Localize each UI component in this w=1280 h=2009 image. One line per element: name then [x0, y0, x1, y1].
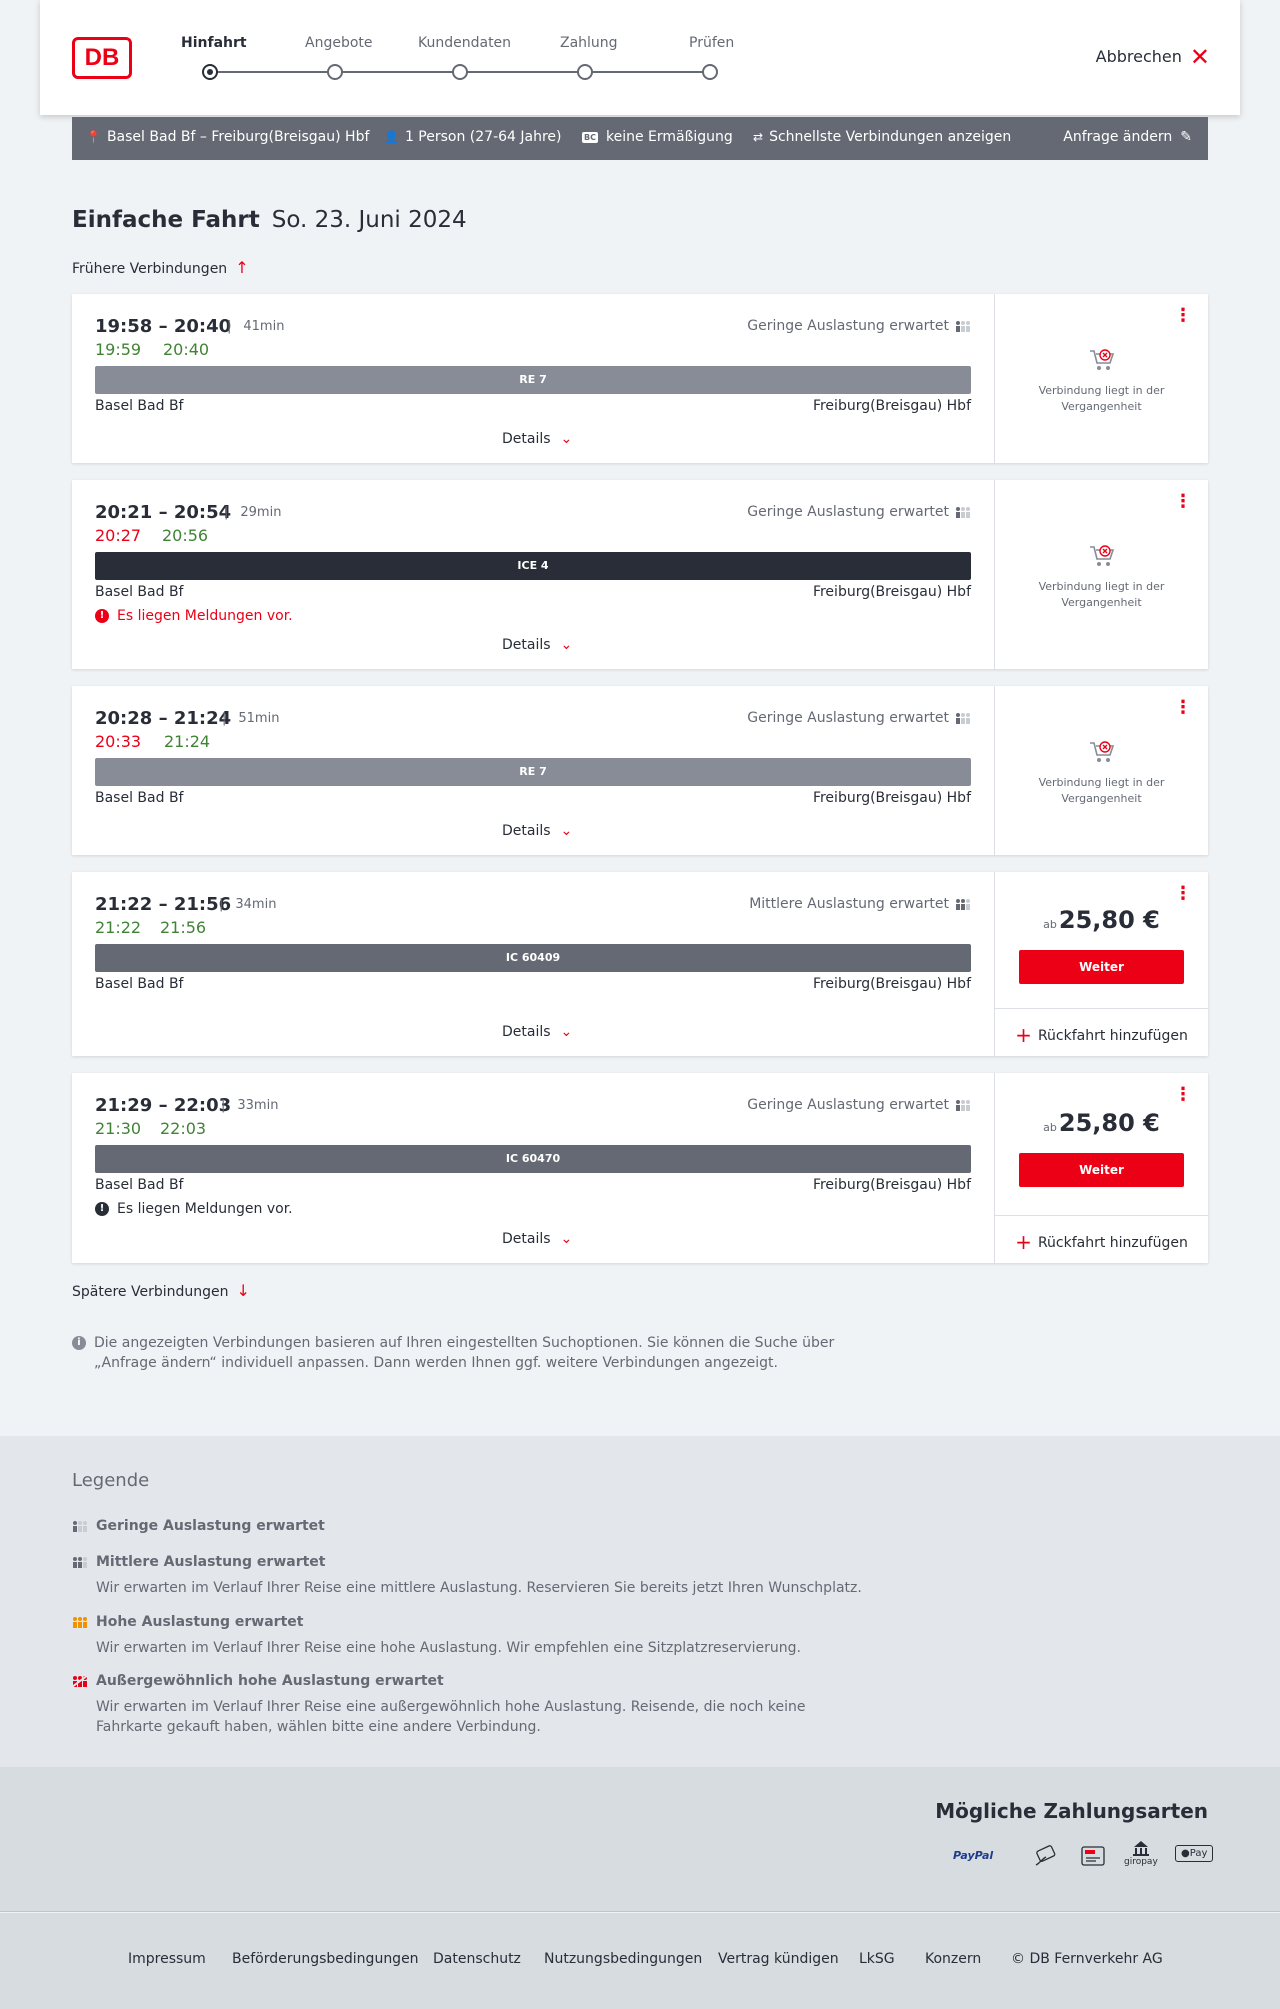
cancel-label: Abbrechen — [1095, 47, 1182, 66]
more-options-icon[interactable]: ⋮ — [1174, 883, 1192, 904]
plus-icon: + — [1015, 1230, 1032, 1254]
occupancy-exceptional-icon — [72, 1674, 88, 1688]
alert-icon: ! — [95, 609, 109, 623]
duration: | 51min — [222, 711, 279, 726]
arrow-down-icon: ↓ — [236, 1281, 250, 1300]
realtime-departure: 20:33 — [95, 732, 142, 751]
legend-item-text: Wir erwarten im Verlauf Ihrer Reise eine hohe Auslastung. Wir empfehlen eine Sitzplatzreservierung. — [96, 1640, 801, 1656]
duration: | 41min — [227, 319, 284, 334]
realtime-arrival: 20:40 — [163, 340, 210, 359]
close-icon: ✕ — [1189, 42, 1210, 71]
add-return-label: Rückfahrt hinzufügen — [1037, 1028, 1188, 1044]
discount-text: keine Ermäßigung — [605, 129, 733, 145]
occupancy-low-icon — [955, 712, 971, 724]
payment-title: Mögliche Zahlungsarten — [935, 1799, 1208, 1823]
connection-info — [72, 294, 994, 463]
realtime-arrival: 21:56 — [160, 918, 207, 937]
arrival-station: Freiburg(Breisgau) Hbf — [812, 790, 971, 806]
chevron-down-icon: ⌄ — [560, 823, 573, 839]
planned-times: 19:58 – 20:40 — [95, 316, 232, 337]
details-toggle[interactable] — [502, 637, 572, 653]
footer-link-vertrag-kuendigen[interactable]: Vertrag kündigen — [718, 1951, 839, 1967]
connection-card — [72, 294, 1208, 463]
train-bar[interactable]: ICE 4 — [95, 552, 971, 580]
departure-station: Basel Bad Bf — [95, 398, 184, 414]
details-toggle[interactable] — [502, 1024, 572, 1040]
change-request-label: Anfrage ändern — [1063, 129, 1173, 145]
paypal-icon: PayPal — [953, 1849, 994, 1862]
earlier-connections-label: Frühere Verbindungen — [72, 261, 228, 277]
occupancy-medium-icon — [72, 1555, 88, 1569]
occupancy-label: Geringe Auslastung erwartet — [747, 504, 949, 520]
details-toggle[interactable] — [502, 431, 572, 447]
legend-item-text: Wir erwarten im Verlauf Ihrer Reise eine außergewöhnlich hohe Auslastung. Reisende, die noch keine Fahrkarte gekauft haben, wählen bitte eine andere Verbindung. — [96, 1699, 806, 1735]
passenger-text: 1 Person (27-64 Jahre) — [404, 129, 562, 145]
step-zahlung: Zahlung — [560, 35, 618, 51]
footer-link-befoerderungsbedingungen[interactable]: Beförderungsbedingungen — [232, 1951, 419, 1967]
arrival-station: Freiburg(Breisgau) Hbf — [812, 584, 971, 600]
footer-link-konzern[interactable]: Konzern — [925, 1951, 982, 1967]
service-message — [95, 608, 293, 624]
step-dot-pruefen — [702, 64, 718, 80]
train-bar[interactable]: RE 7 — [95, 758, 971, 786]
swap-arrows-icon: ⇄ — [753, 130, 764, 144]
occupancy — [747, 1097, 971, 1113]
booking-header — [40, 0, 1240, 115]
giropay-icon: giropay — [1124, 1839, 1158, 1867]
connection-card — [72, 1073, 1208, 1263]
occupancy — [747, 318, 971, 334]
connection-card — [72, 686, 1208, 855]
occupancy-label: Geringe Auslastung erwartet — [747, 1097, 949, 1113]
earlier-connections-link[interactable] — [72, 258, 249, 277]
planned-times: 20:28 – 21:24 — [95, 708, 232, 729]
details-label: Details — [502, 823, 551, 839]
apple-pay-icon: ●Pay — [1175, 1845, 1213, 1862]
occupancy — [749, 896, 971, 912]
service-message-text: Es liegen Meldungen vor. — [117, 1201, 293, 1217]
cancel-button[interactable] — [1095, 42, 1210, 71]
chevron-down-icon: ⌄ — [560, 1231, 573, 1247]
add-return-button[interactable] — [995, 1008, 1208, 1056]
cart-unavailable-icon — [1088, 543, 1116, 569]
realtime-departure: 20:27 — [95, 526, 142, 545]
more-options-icon[interactable]: ⋮ — [1174, 1084, 1192, 1105]
more-options-icon[interactable]: ⋮ — [1174, 491, 1192, 512]
page-title — [72, 207, 467, 233]
price — [995, 906, 1208, 934]
price-value: 25,80 € — [1058, 906, 1160, 934]
occupancy-low-icon — [955, 320, 971, 332]
pencil-icon: ✎ — [1180, 129, 1192, 145]
more-options-icon[interactable]: ⋮ — [1174, 697, 1192, 718]
price-value: 25,80 € — [1058, 1109, 1160, 1137]
train-bar[interactable]: IC 60470 — [95, 1145, 971, 1173]
realtime-departure: 19:59 — [95, 340, 142, 359]
credit-card-icon — [1033, 1845, 1059, 1867]
route-summary — [86, 129, 369, 145]
connection-card — [72, 872, 1208, 1056]
arrow-up-icon: ↑ — [235, 258, 249, 277]
past-connection-notice — [995, 543, 1208, 611]
footer-link-datenschutz[interactable]: Datenschutz — [433, 1951, 521, 1967]
past-connection-text: Verbindung liegt in der Vergangenheit — [1038, 384, 1165, 413]
service-message-text: Es liegen Meldungen vor. — [117, 608, 293, 624]
add-return-button[interactable] — [995, 1215, 1208, 1263]
past-connection-text: Verbindung liegt in der Vergangenheit — [1038, 776, 1165, 805]
details-toggle[interactable] — [502, 823, 572, 839]
route-text: Basel Bad Bf – Freiburg(Breisgau) Hbf — [106, 129, 370, 145]
info-text: Die angezeigten Verbindungen basieren auf Ihren eingestellten Suchoptionen. Sie können die Suche über „Anfrage ändern“ individuell anpassen. Dann werden Ihnen ggf. weitere Verbindungen angezeigt. — [94, 1335, 835, 1371]
duration: | 33min — [221, 1098, 278, 1113]
occupancy-legend — [0, 1436, 1280, 1767]
change-request-button[interactable] — [1063, 129, 1192, 145]
realtime-departure: 21:30 — [95, 1119, 142, 1138]
later-connections-label: Spätere Verbindungen — [72, 1284, 229, 1300]
details-label: Details — [502, 1024, 551, 1040]
past-connection-notice — [995, 347, 1208, 415]
legend-item-title: Mittlere Auslastung erwartet — [96, 1554, 326, 1570]
planned-times: 21:22 – 21:56 — [95, 894, 232, 915]
add-return-label: Rückfahrt hinzufügen — [1037, 1235, 1188, 1251]
duration: | 29min — [224, 505, 281, 520]
cart-unavailable-icon — [1088, 347, 1116, 373]
realtime-arrival: 22:03 — [160, 1119, 207, 1138]
realtime-arrival: 20:56 — [162, 526, 209, 545]
db-logo[interactable] — [72, 37, 132, 79]
planned-times: 21:29 – 22:03 — [95, 1095, 232, 1116]
past-connection-notice — [995, 739, 1208, 807]
price-prefix: ab — [1043, 918, 1057, 931]
departure-station: Basel Bad Bf — [95, 976, 184, 992]
footer-copyright: © DB Fernverkehr AG — [1011, 1951, 1163, 1967]
occupancy-label: Mittlere Auslastung erwartet — [749, 896, 949, 912]
footer — [0, 1913, 1280, 2009]
connection-info — [72, 480, 994, 669]
offer-panel — [994, 686, 1208, 855]
info-icon: i — [72, 1336, 86, 1350]
cart-unavailable-icon — [1088, 739, 1116, 765]
connection-card — [72, 480, 1208, 669]
occupancy-medium-icon — [955, 898, 971, 910]
passenger-summary — [384, 129, 562, 145]
offer-panel — [994, 872, 1208, 1056]
legend-item-title: Außergewöhnlich hohe Auslastung erwartet — [96, 1673, 444, 1689]
offer-panel — [994, 480, 1208, 669]
step-dot-hinfahrt — [202, 64, 218, 80]
occupancy — [747, 504, 971, 520]
legend-item-title: Hohe Auslastung erwartet — [96, 1614, 304, 1630]
footer-link-nutzungsbedingungen[interactable]: Nutzungsbedingungen — [544, 1951, 703, 1967]
chevron-down-icon: ⌄ — [560, 431, 573, 447]
step-kundendaten: Kundendaten — [418, 35, 512, 51]
person-icon: 👤 — [384, 130, 399, 144]
arrival-station: Freiburg(Breisgau) Hbf — [812, 976, 971, 992]
legend-item-title: Geringe Auslastung erwartet — [96, 1518, 325, 1534]
option-summary — [753, 129, 1011, 145]
details-label: Details — [502, 1231, 551, 1247]
footer-link-impressum[interactable]: Impressum — [128, 1951, 206, 1967]
occupancy-label: Geringe Auslastung erwartet — [747, 710, 949, 726]
planned-times: 20:21 – 20:54 — [95, 502, 232, 523]
chevron-down-icon: ⌄ — [560, 637, 573, 653]
train-bar[interactable]: IC 60409 — [95, 944, 971, 972]
location-pin-icon: 📍 — [86, 130, 101, 144]
sepa-icon — [1081, 1845, 1107, 1867]
logo-text: DB — [84, 44, 120, 71]
step-angebote: Angebote — [305, 35, 373, 51]
departure-station: Basel Bad Bf — [95, 1177, 184, 1193]
option-text: Schnellste Verbindungen anzeigen — [769, 129, 1012, 145]
later-connections-link[interactable] — [72, 1281, 250, 1300]
duration: | 34min — [219, 897, 276, 912]
step-hinfahrt: Hinfahrt — [181, 35, 247, 51]
offer-panel — [994, 294, 1208, 463]
legend-title: Legende — [72, 1470, 150, 1491]
departure-station: Basel Bad Bf — [95, 584, 184, 600]
offer-panel — [994, 1073, 1208, 1263]
realtime-departure: 21:22 — [95, 918, 142, 937]
service-message — [95, 1201, 293, 1217]
trip-type: Einfache Fahrt — [72, 207, 260, 233]
connection-info — [72, 872, 994, 1056]
departure-station: Basel Bad Bf — [95, 790, 184, 806]
connection-info — [72, 1073, 994, 1263]
occupancy-label: Geringe Auslastung erwartet — [747, 318, 949, 334]
realtime-arrival: 21:24 — [164, 732, 211, 751]
price-prefix: ab — [1043, 1121, 1057, 1134]
alert-icon: ! — [95, 1202, 109, 1216]
continue-button[interactable]: Weiter — [1019, 1153, 1184, 1187]
apple-logo-icon: ● — [1181, 1848, 1190, 1859]
details-label: Details — [502, 637, 551, 653]
occupancy-high-icon — [72, 1615, 88, 1629]
step-dot-zahlung — [577, 64, 593, 80]
occupancy-low-icon — [955, 506, 971, 518]
search-info-note — [72, 1333, 852, 1373]
plus-icon: + — [1015, 1023, 1032, 1047]
occupancy-low-icon — [72, 1519, 88, 1533]
arrival-station: Freiburg(Breisgau) Hbf — [812, 398, 971, 414]
bahncard-icon: BC — [584, 132, 596, 142]
train-bar[interactable]: RE 7 — [95, 366, 971, 394]
chevron-down-icon: ⌄ — [560, 1024, 573, 1040]
legend-item-text: Wir erwarten im Verlauf Ihrer Reise eine mittlere Auslastung. Reservieren Sie bereits jetzt Ihren Wunschplatz. — [96, 1580, 862, 1596]
details-toggle[interactable] — [502, 1231, 572, 1247]
step-pruefen: Prüfen — [689, 35, 735, 51]
occupancy — [747, 710, 971, 726]
connection-info — [72, 686, 994, 855]
price — [995, 1109, 1208, 1137]
discount-summary — [582, 129, 733, 145]
payment-methods — [0, 1767, 1280, 1912]
occupancy-low-icon — [955, 1099, 971, 1111]
details-label: Details — [502, 431, 551, 447]
footer-link-lksg[interactable]: LkSG — [859, 1951, 895, 1967]
search-summary-bar — [72, 117, 1208, 160]
step-dot-kundendaten — [452, 64, 468, 80]
step-dot-angebote — [327, 64, 343, 80]
trip-date: So. 23. Juni 2024 — [271, 207, 467, 233]
past-connection-text: Verbindung liegt in der Vergangenheit — [1038, 580, 1165, 609]
more-options-icon[interactable]: ⋮ — [1174, 305, 1192, 326]
arrival-station: Freiburg(Breisgau) Hbf — [812, 1177, 971, 1193]
continue-button[interactable]: Weiter — [1019, 950, 1184, 984]
